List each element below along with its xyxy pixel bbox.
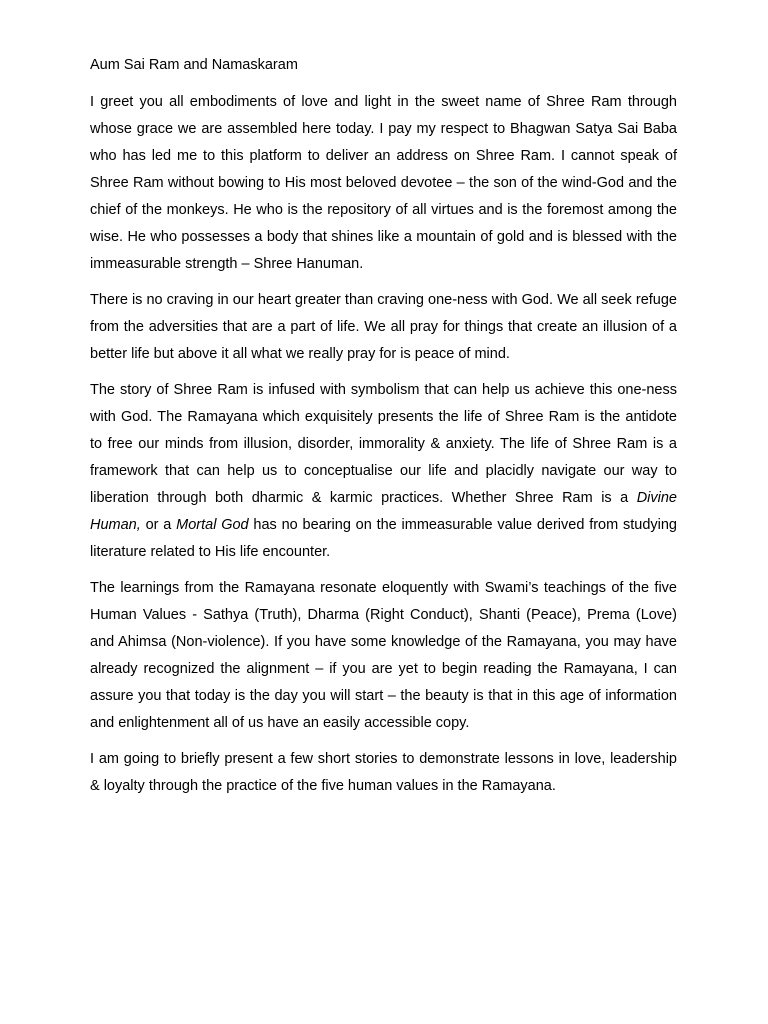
- document-page: [90, 52, 677, 809]
- paragraph-learnings: The learnings from the Ramayana resonate eloquently with Swami’s teachings of the five Human Values - Sathya (Truth), Dharma (Right Conduct), Shanti (Peace), Prema (Love) and Ahimsa (Non-violence). If you have some knowledge of the Ramayana, you may have already recognized the alignment – if you are yet to begin reading the Ramayana, I can assure you that today is the day you will start – the beauty is that in this age of information and enlightenment all of us have an easily accessible copy.: [90, 580, 677, 731]
- story-text-part3: has no bearing on the immeasurable value derived from studying literature related to His life encounter.: [90, 517, 677, 560]
- paragraph-stories: I am going to briefly present a few short stories to demonstrate lessons in love, leadership & loyalty through the practice of the five human values in the Ramayana.: [90, 751, 677, 794]
- story-text-part2: or a: [140, 517, 177, 533]
- paragraph-story: [90, 377, 677, 566]
- salutation: Aum Sai Ram and Namaskaram: [90, 57, 298, 73]
- story-emphasis-divine-human: Divine Human,: [90, 490, 677, 533]
- story-text-part1: The story of Shree Ram is infused with symbolism that can help us achieve this one-ness with God. The Ramayana which exquisitely presents the life of Shree Ram is the antidote to free our minds from illusion, disorder, immorality & anxiety. The life of Shree Ram is a framework that can help us to conceptualise our life and placidly navigate our way to liberation through both dharmic & karmic practices. Whether Shree Ram is a: [90, 382, 677, 506]
- paragraph-greeting: I greet you all embodiments of love and light in the sweet name of Shree Ram through whose grace we are assembled here today. I pay my respect to Bhagwan Satya Sai Baba who has led me to this platform to deliver an address on Shree Ram. I cannot speak of Shree Ram without bowing to His most beloved devotee – the son of the wind-God and the chief of the monkeys. He who is the repository of all virtues and is the foremost among the wise. He who possesses a body that shines like a mountain of gold and is blessed with the immeasurable strength – Shree Hanuman.: [90, 94, 677, 272]
- story-emphasis-mortal-god: Mortal God: [176, 517, 249, 533]
- paragraph-craving: There is no craving in our heart greater than craving one-ness with God. We all seek refuge from the adversities that are a part of life. We all pray for things that create an illusion of a better life but above it all what we really pray for is peace of mind.: [90, 292, 677, 362]
